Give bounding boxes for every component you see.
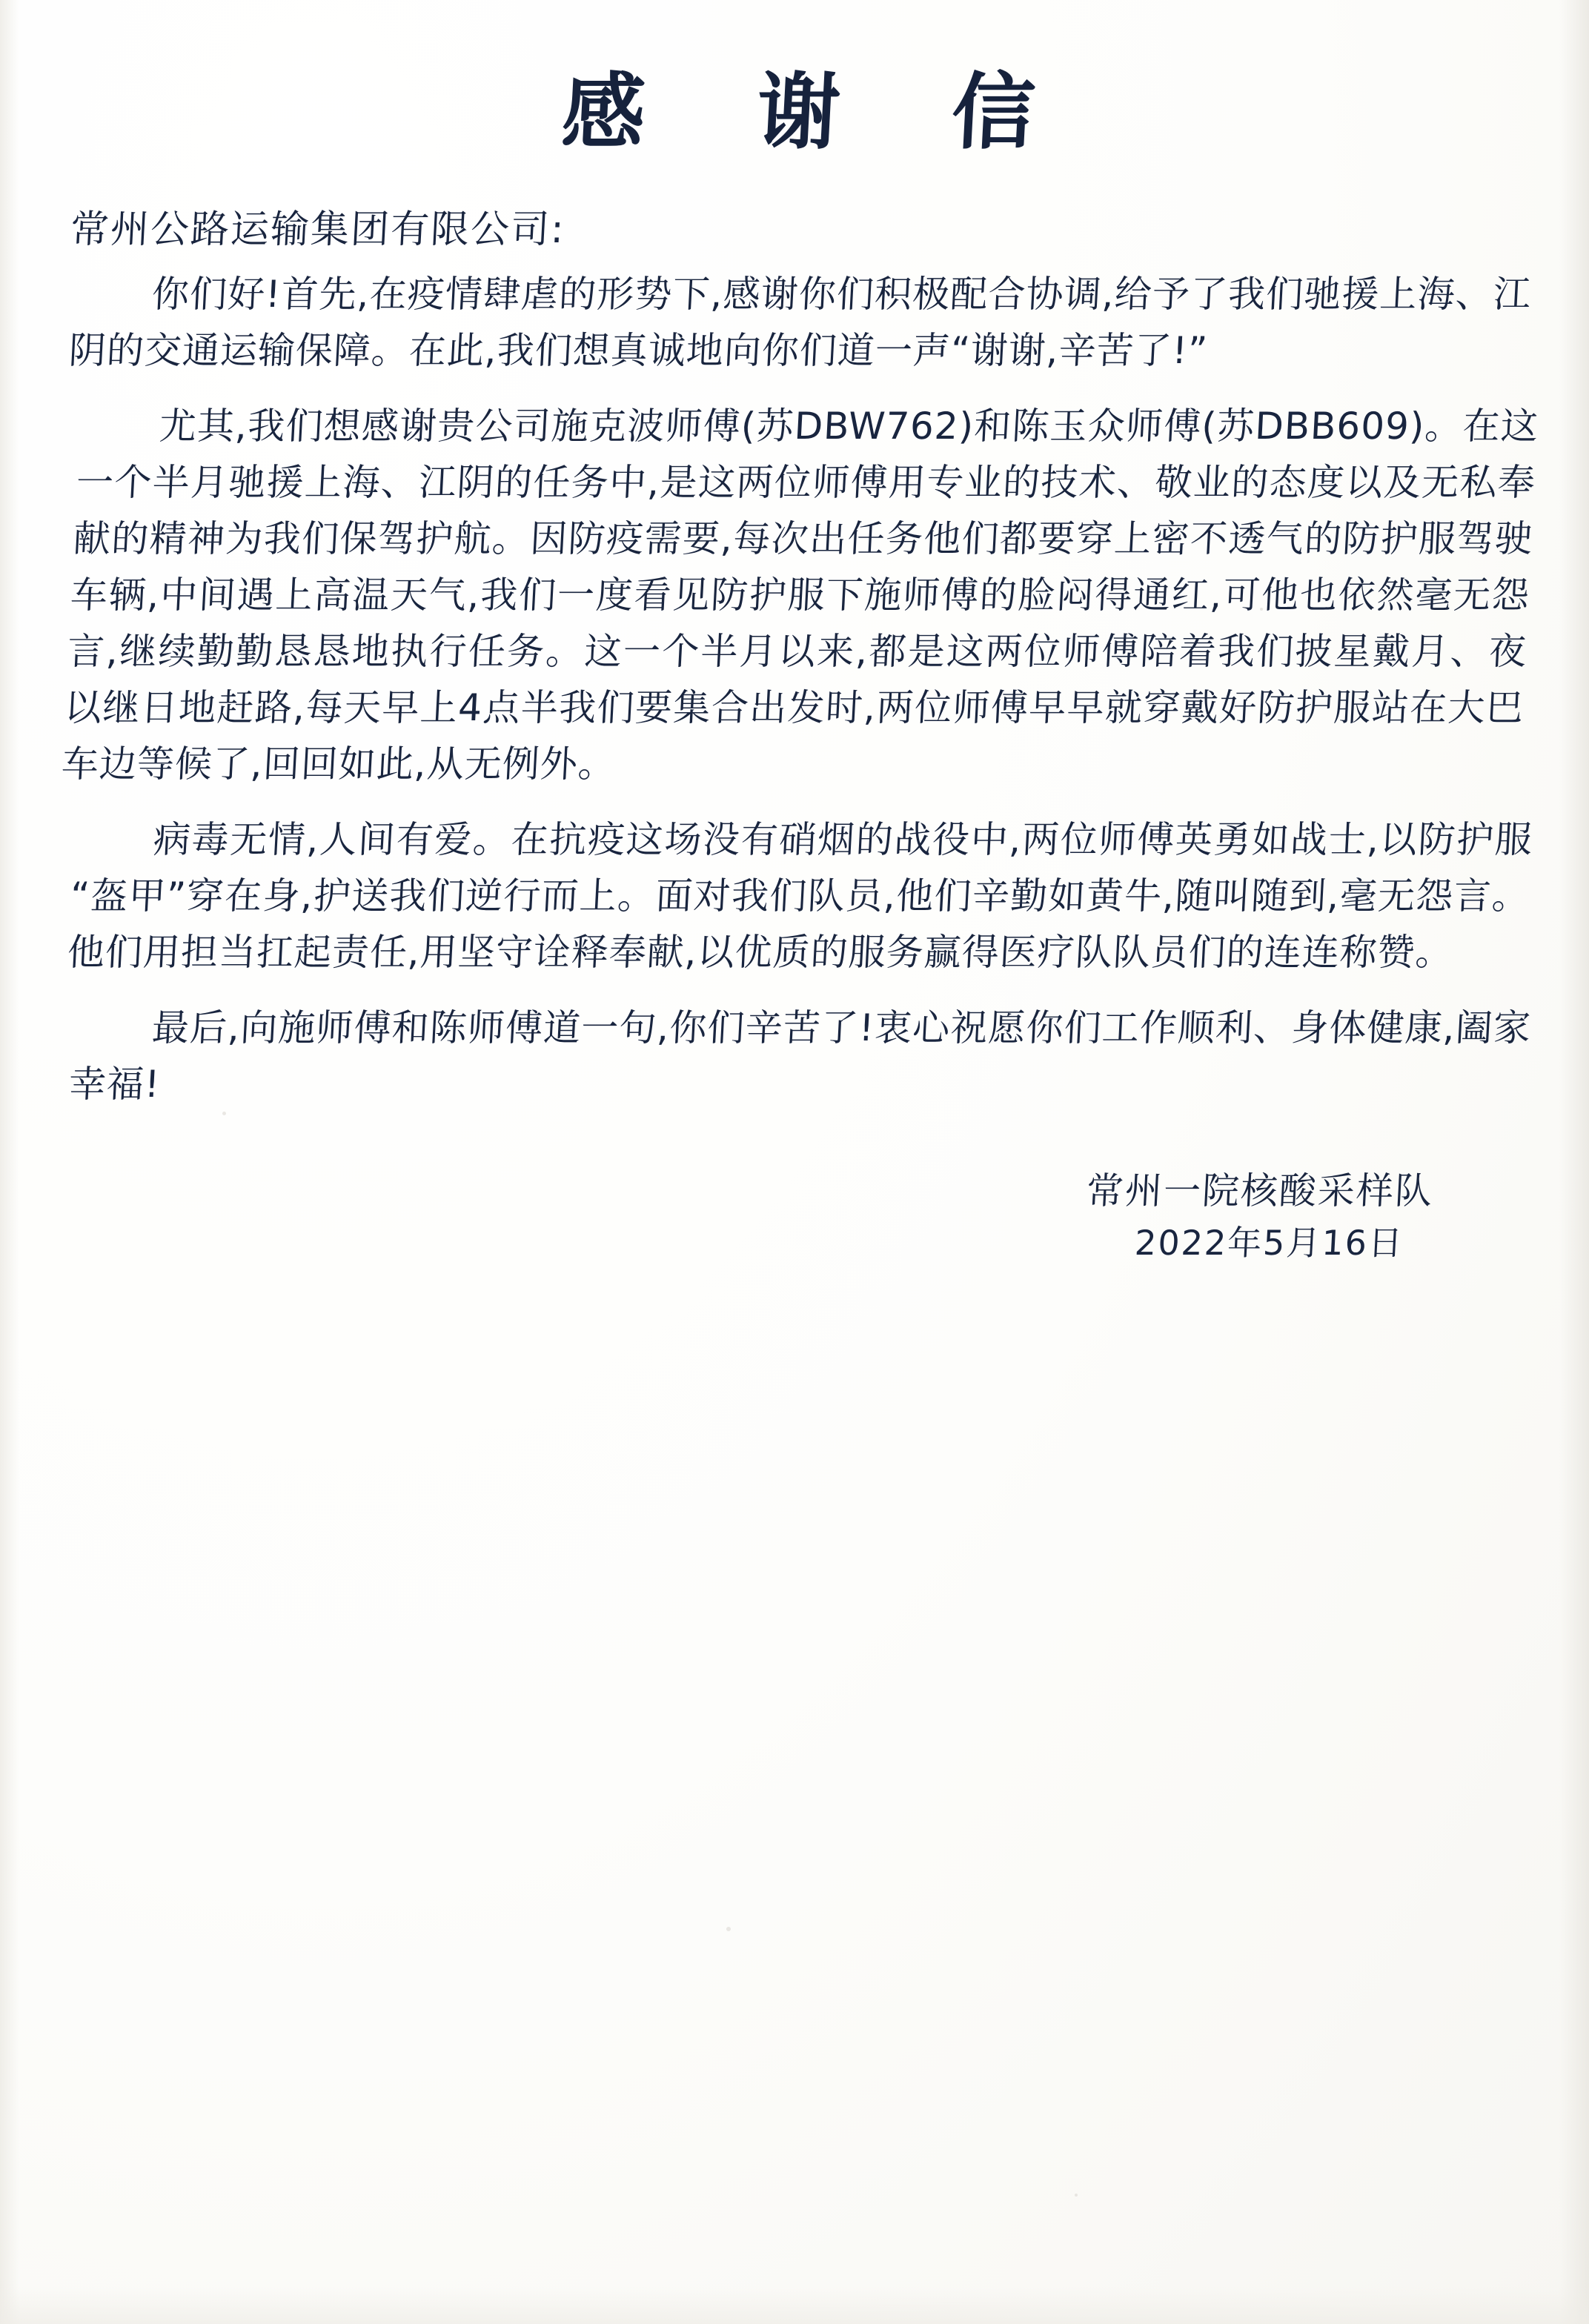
letter-title: 感 谢 信 xyxy=(559,64,1079,161)
signature-date: 2022年5月16日 xyxy=(1133,1222,1405,1263)
letter-paragraph: 你们好!首先,在疫情肆虐的形势下,感谢你们积极配合协调,给予了我们驰援上海、江阴的交通运输保障。在此,我们想真诚地向你们道一声“谢谢,辛苦了!” xyxy=(67,273,1533,373)
letter-salutation: 常州公路运输集团有限公司: xyxy=(69,208,567,252)
letter-body xyxy=(60,266,1540,1112)
letter-paragraph: 病毒无情,人间有爱。在抗疫这场没有硝烟的战役中,两位师傅英勇如战士,以防护服“盔甲”穿在身,护送我们逆行而上。面对我们队员,他们辛勤如黄牛,随叫随到,毫无怨言。他们用担当扛起责任,用坚守诠释奉献,以优质的服务赢得医疗队队员们的连连称赞。 xyxy=(66,818,1534,975)
letter-paragraph: 最后,向施师傅和陈师傅道一句,你们辛苦了!衷心祝愿你们工作顺利、身体健康,阖家幸福! xyxy=(67,1006,1533,1106)
letter-signature-block xyxy=(70,1164,1530,1267)
letter-paragraph: 尤其,我们想感谢贵公司施克波师傅(苏DBW762)和陈玉众师傅(苏DBB609)。在这一个半月驰援上海、江阴的任务中,是这两位师傅用专业的技术、敬业的态度以及无私奉献的精神为我们保驾护航。因防疫需要,每次出任务他们都要穿上密不透气的防护服驾驶车辆,中间遇上高温天气,我们一度看见防护服下施师傅的脸闷得通红,可他也依然毫无怨言,继续勤勤恳恳地执行任务。这一个半月以来,都是这两位师傅陪着我们披星戴月、夜以继日地赶路,每天早上4点半我们要集合出发时,两位师傅早早就穿戴好防护服站在大巴车边等候了,回回如此,从无例外。 xyxy=(60,405,1540,786)
signature-author: 常州一院核酸采样队 xyxy=(1085,1169,1435,1213)
